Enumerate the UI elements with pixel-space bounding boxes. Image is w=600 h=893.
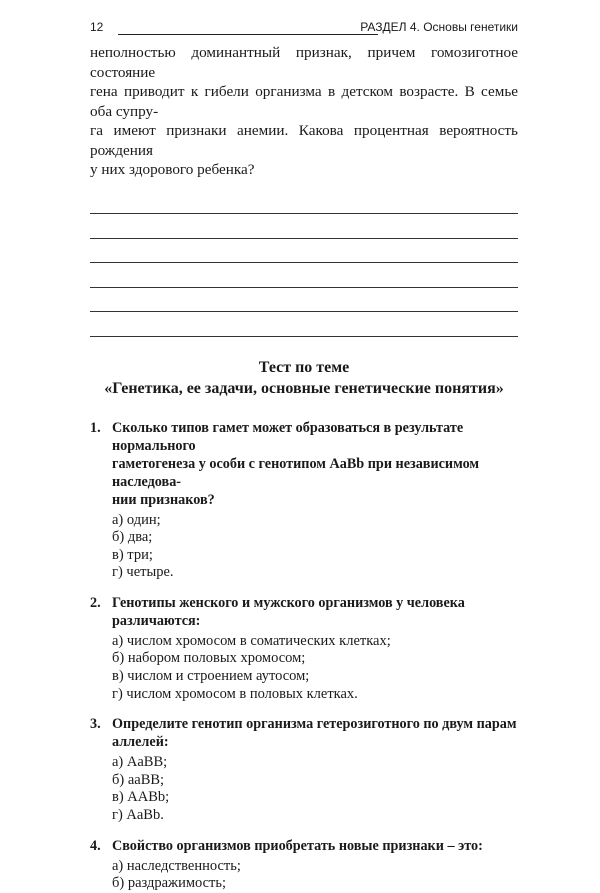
question-list: [90, 419, 518, 893]
test-question: [90, 837, 518, 893]
test-question: [90, 419, 518, 582]
question-line: нии признаков?: [112, 491, 215, 508]
section-title: РАЗДЕЛ 4. Основы генетики: [360, 20, 518, 34]
question-line: Сколько типов гамет может образоваться в результате нормального: [112, 419, 464, 454]
answer-option: а) AaBB;: [112, 754, 168, 771]
test-title-line1: Тест по теме: [258, 358, 350, 376]
test-question: [90, 715, 518, 824]
intro-line: неполностью доминантный признак, причем гомозиготное состояние: [90, 44, 518, 81]
question-text: [90, 837, 518, 855]
intro-line: гена приводит к гибели организма в детском возрасте. В семье оба супру-: [90, 83, 518, 120]
answer-options: [90, 754, 518, 824]
intro-paragraph: [90, 43, 518, 180]
intro-line: у них здорового ребенка?: [90, 161, 255, 178]
question-line: гаметогенеза у особи с генотипом AaBb при независимом наследова-: [112, 455, 480, 490]
question-text: [90, 594, 518, 630]
intro-line: га имеют признаки анемии. Какова процентная вероятность рождения: [90, 122, 518, 159]
test-question: [90, 594, 518, 703]
answer-lines: [90, 190, 518, 337]
answer-line: [90, 312, 518, 337]
answer-option: в) три;: [112, 546, 153, 563]
test-heading: [90, 357, 518, 399]
answer-option: а) числом хромосом в соматических клетках;: [112, 632, 391, 649]
page-number: 12: [90, 20, 104, 34]
question-line: Определите генотип организма гетерозиготного по двум парам аллелей:: [112, 716, 517, 751]
answer-option: а) наследственность;: [112, 857, 241, 874]
question-number: 1.: [90, 419, 101, 436]
answer-option: в) числом и строением аутосом;: [112, 668, 310, 685]
question-line: Свойство организмов приобретать новые признаки – это:: [112, 837, 483, 854]
answer-line: [90, 263, 518, 288]
test-title-line2: «Генетика, ее задачи, основные генетические понятия»: [104, 379, 504, 397]
question-body: [112, 837, 518, 855]
question-body: [112, 715, 518, 751]
answer-options: [90, 633, 518, 703]
answer-option: а) один;: [112, 511, 161, 528]
answer-option: г) числом хромосом в половых клетках.: [112, 685, 358, 702]
answer-option: в) AABb;: [112, 789, 170, 806]
answer-option: г) четыре.: [112, 564, 174, 581]
page-header: [90, 18, 518, 38]
answer-line: [90, 190, 518, 215]
page-content: [90, 43, 518, 893]
question-number: 2.: [90, 594, 101, 611]
question-text: [90, 419, 518, 509]
answer-options: [90, 858, 518, 893]
answer-option: б) набором половых хромосом;: [112, 650, 306, 667]
question-body: [112, 594, 518, 630]
answer-option: г) AaBb.: [112, 807, 164, 824]
answer-line: [90, 214, 518, 239]
question-number: 4.: [90, 837, 101, 854]
answer-option: б) два;: [112, 529, 153, 546]
answer-option: б) aaBB;: [112, 771, 165, 788]
question-number: 3.: [90, 716, 101, 733]
answer-option: б) раздражимость;: [112, 875, 227, 892]
answer-line: [90, 288, 518, 313]
answer-line: [90, 239, 518, 264]
question-text: [90, 715, 518, 751]
answer-options: [90, 512, 518, 582]
header-rule: [118, 34, 378, 35]
question-line: Генотипы женского и мужского организмов у человека различаются:: [112, 594, 465, 629]
question-body: [112, 419, 518, 509]
